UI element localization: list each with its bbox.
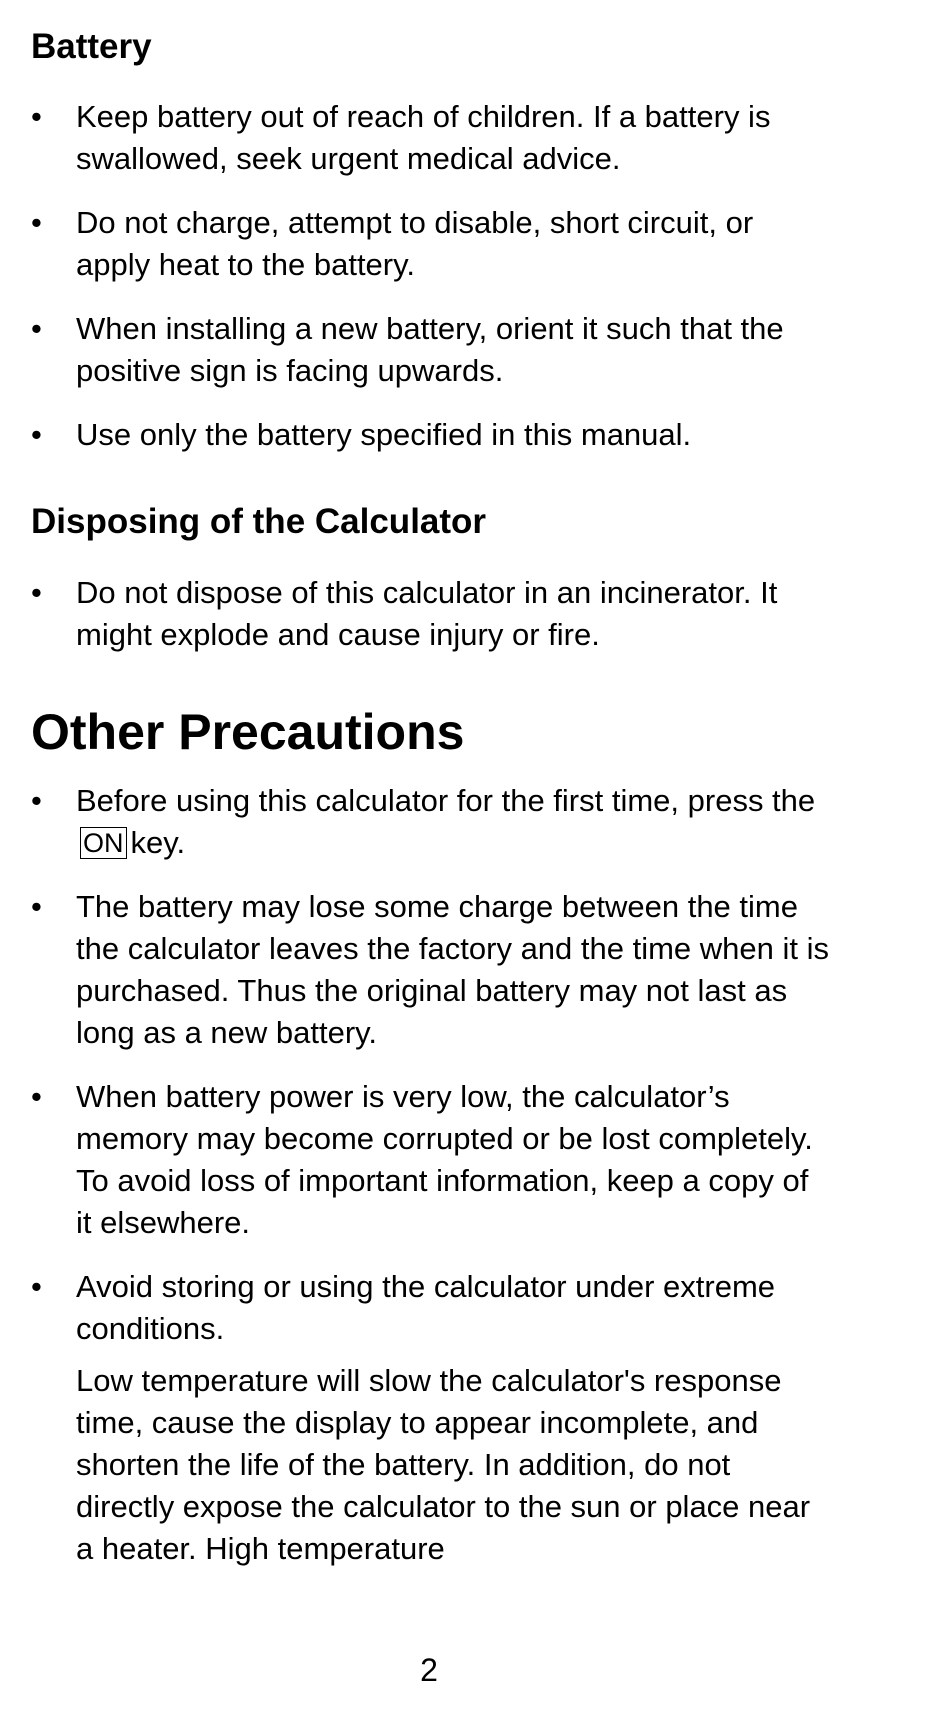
bullet-icon: • [31, 311, 42, 346]
bullet-icon: • [31, 575, 42, 610]
bullet-icon: • [31, 205, 42, 240]
battery-item-text: When installing a new battery, orient it such that the positive sign is facing upwards. [76, 311, 784, 388]
other-item-text: The battery may lose some charge between the time the calculator leaves the factory and the time when it is purchased. Thus the original battery may not last as long as a new battery. [76, 889, 830, 1050]
bullet-icon: • [31, 99, 42, 134]
list-item [31, 780, 831, 864]
battery-heading: Battery [31, 27, 152, 66]
list-item [31, 1266, 831, 1570]
bullet-icon: • [31, 1079, 42, 1114]
on-key-label: ON [80, 827, 127, 859]
other-item-text: When battery power is very low, the calculator’s memory may become corrupted or be lost completely. To avoid loss of important information, keep a copy of it elsewhere. [76, 1079, 813, 1240]
bullet-icon: • [31, 1269, 42, 1304]
other-precautions-heading: Other Precautions [31, 704, 465, 760]
battery-item-text: Use only the battery specified in this manual. [76, 417, 692, 452]
disposing-item-text: Do not dispose of this calculator in an incinerator. It might explode and cause injury or fire. [76, 575, 778, 652]
disposing-list [31, 572, 831, 656]
bullet-icon: • [31, 417, 42, 452]
first-item-after-text: key. [130, 825, 186, 860]
battery-item-text: Keep battery out of reach of children. If a battery is swallowed, seek urgent medical advice. [76, 99, 771, 176]
list-item [31, 414, 831, 456]
bullet-icon: • [31, 889, 42, 924]
battery-list [31, 96, 831, 456]
list-item [31, 1076, 831, 1244]
last-item-continuation: Low temperature will slow the calculator's response time, cause the display to appear incomplete, and shorten the life of the battery. In addition, do not directly expose the calculator to the sun or place near a heater. High temperature [76, 1363, 811, 1566]
list-item [31, 886, 831, 1054]
battery-item-text: Do not charge, attempt to disable, short circuit, or apply heat to the battery. [76, 205, 754, 282]
page-number: 2 [420, 1652, 438, 1688]
list-item [31, 308, 831, 392]
list-item [31, 572, 831, 656]
first-item-before-text: Before using this calculator for the first time, press the [76, 783, 816, 818]
list-item [31, 202, 831, 286]
list-item [31, 96, 831, 180]
last-item-text: Avoid storing or using the calculator under extreme conditions. [76, 1269, 776, 1346]
other-precautions-list [31, 780, 831, 1570]
bullet-icon: • [31, 783, 42, 818]
disposing-heading: Disposing of the Calculator [31, 502, 487, 541]
